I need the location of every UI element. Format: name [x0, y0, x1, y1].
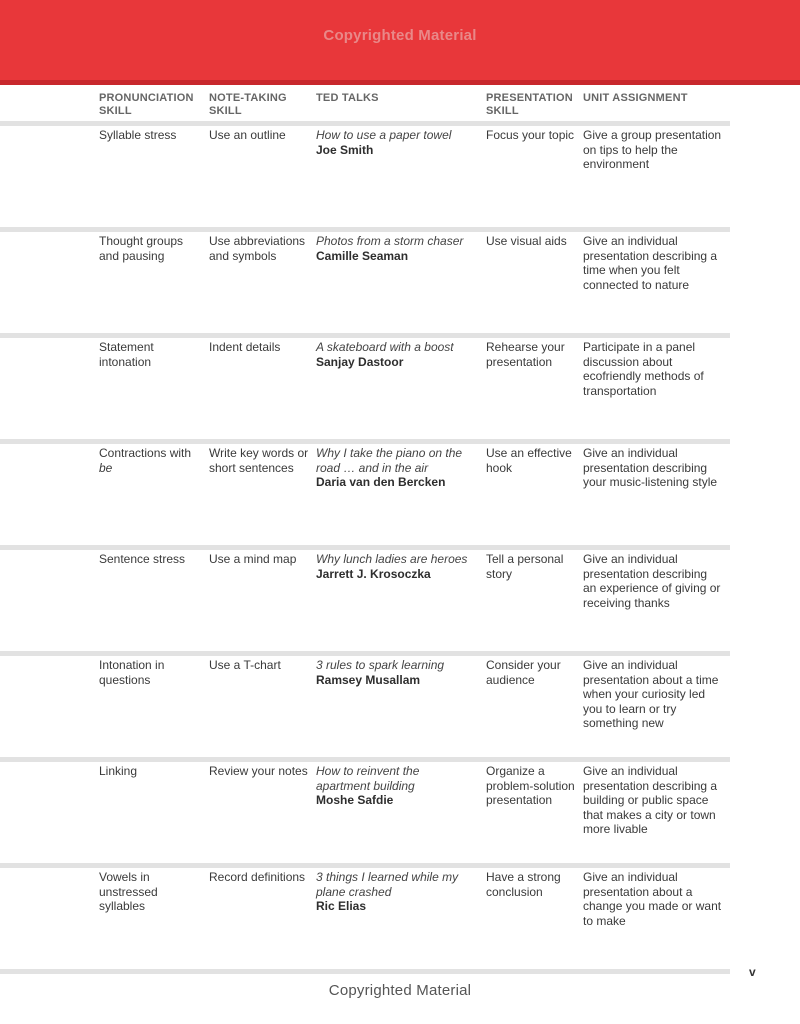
talk-title: 3 things I learned while my plane crashed [316, 870, 459, 899]
talk-title: Why lunch ladies are heroes [316, 552, 468, 566]
unit-assignment: Give an individual presentation describing a time when you felt connected to nature [583, 234, 718, 292]
header-note-taking: NOTE-TAKING SKILL [209, 92, 287, 117]
presentation-skill: Focus your topic [486, 128, 575, 142]
row-divider [0, 863, 730, 868]
presentation-skill: Consider your audience [486, 658, 561, 687]
row-divider [0, 651, 730, 656]
pronunciation-skill [99, 764, 199, 779]
talk-title: How to reinvent the apartment building [316, 764, 420, 793]
pronunciation-skill [99, 446, 199, 475]
speaker-name: Ric Elias [316, 899, 367, 913]
unit-assignment: Participate in a panel discussion about ecofriendly methods of transportation [583, 340, 704, 398]
speaker-name: Moshe Safdie [316, 793, 394, 807]
ted-talk [316, 658, 476, 687]
ted-talk [316, 340, 476, 369]
unit-assignment: Give an individual presentation describing an experience of giving or receiving thanks [583, 552, 721, 610]
row-divider [0, 757, 730, 762]
row-divider [0, 333, 730, 338]
row-divider [0, 227, 730, 232]
row-divider [0, 121, 730, 126]
pronunciation-skill [99, 234, 199, 263]
pronunciation-skill [99, 340, 199, 369]
ted-talk [316, 870, 476, 914]
speaker-name: Jarrett J. Krosoczka [316, 566, 431, 581]
talk-title: Why I take the piano on the road … and in the air [316, 446, 463, 475]
note-taking-skill: Use abbreviations and symbols [209, 234, 306, 263]
presentation-skill: Rehearse your presentation [486, 340, 565, 369]
pronunciation-text: Statement intonation [99, 340, 154, 369]
ted-talk [316, 128, 476, 157]
note-taking-skill: Use an outline [209, 128, 286, 142]
watermark-bottom: Copyrighted Material [328, 982, 472, 999]
pronunciation-text: Linking [99, 764, 138, 778]
ted-talk [316, 234, 476, 263]
pronunciation-italic: be [99, 460, 113, 475]
header-ted-talks: TED TALKS [316, 92, 379, 104]
presentation-skill: Organize a problem-solution presentation [486, 764, 575, 807]
pronunciation-skill [99, 870, 199, 914]
note-taking-skill: Use a mind map [209, 552, 297, 566]
pronunciation-text: Sentence stress [99, 552, 186, 566]
header-presentation: PRESENTATION SKILL [486, 92, 573, 117]
watermark-top: Copyrighted Material [323, 27, 477, 44]
presentation-skill: Use an effective hook [486, 446, 572, 475]
header-pronunciation: PRONUNCIATION SKILL [99, 92, 194, 117]
note-taking-skill: Review your notes [209, 764, 308, 778]
speaker-name: Camille Seaman [316, 248, 409, 263]
pronunciation-text: Contractions with [99, 446, 192, 460]
presentation-skill: Have a strong conclusion [486, 870, 561, 899]
presentation-skill: Use visual aids [486, 234, 567, 248]
pronunciation-text: Syllable stress [99, 128, 177, 142]
ted-talk [316, 446, 476, 490]
row-divider [0, 545, 730, 550]
speaker-name: Sanjay Dastoor [316, 354, 404, 369]
note-taking-skill: Indent details [209, 340, 281, 354]
speaker-name: Ramsey Musallam [316, 672, 421, 687]
unit-assignment: Give an individual presentation about a change you made or want to make [583, 870, 722, 928]
unit-assignment: Give an individual presentation describing your music-listening style [583, 446, 718, 489]
speaker-name: Joe Smith [316, 142, 374, 157]
unit-assignment: Give an individual presentation describing a building or public space that makes a city or town more livable [583, 764, 718, 836]
pronunciation-text: Thought groups and pausing [99, 234, 184, 263]
unit-assignment: Give an individual presentation about a time when your curiosity led you to learn or try something new [583, 658, 719, 730]
talk-title: How to use a paper towel [316, 128, 452, 142]
ted-talk [316, 552, 476, 581]
page-number: v [749, 965, 756, 979]
pronunciation-skill [99, 552, 199, 567]
ted-talk [316, 764, 476, 808]
talk-title: A skateboard with a boost [316, 340, 454, 354]
talk-title: 3 rules to spark learning [316, 658, 445, 672]
presentation-skill: Tell a personal story [486, 552, 564, 581]
talk-title: Photos from a storm chaser [316, 234, 464, 248]
pronunciation-text: Vowels in unstressed syllables [99, 870, 158, 913]
table-header [0, 92, 800, 122]
pronunciation-skill [99, 128, 199, 143]
note-taking-skill: Record definitions [209, 870, 306, 884]
pronunciation-skill [99, 658, 199, 687]
row-divider [0, 439, 730, 444]
note-taking-skill: Use a T-chart [209, 658, 281, 672]
speaker-name: Daria van den Bercken [316, 475, 446, 489]
unit-assignment: Give a group presentation on tips to help the environment [583, 128, 722, 171]
header-assignment: UNIT ASSIGNMENT [583, 92, 688, 104]
row-divider [0, 969, 730, 974]
pronunciation-text: Intonation in questions [99, 658, 165, 687]
note-taking-skill: Write key words or short sentences [209, 446, 309, 475]
